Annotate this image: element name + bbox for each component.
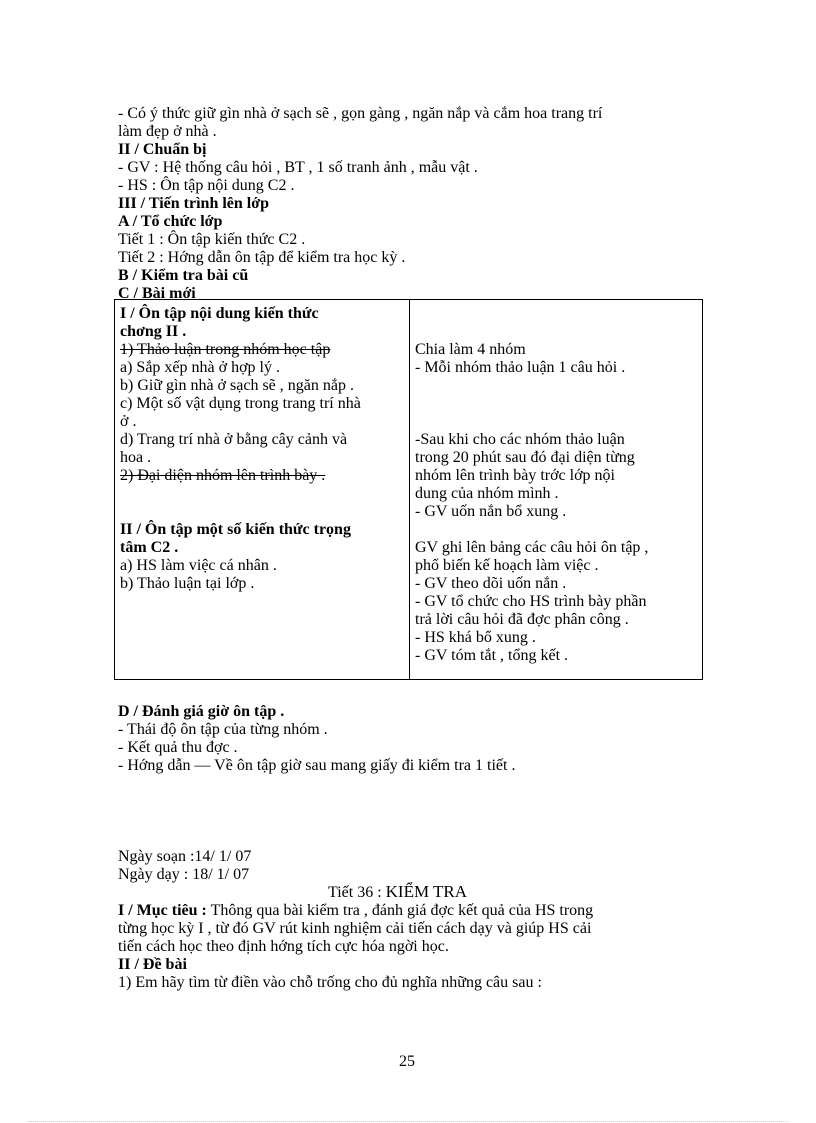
goal-label: I / Mục tiêu : xyxy=(118,902,207,919)
lesson-table xyxy=(114,299,703,680)
intro-line: - Có ý thức giữ gìn nhà ở sạch sẽ , gọn gàng , ngăn nắp và cắm hoa trang trí xyxy=(118,105,603,122)
table-left-item: 2) Đại diện nhóm lên trình bày . xyxy=(120,467,326,484)
table-left-item: hoa . xyxy=(120,449,152,466)
goal-line xyxy=(118,902,593,920)
assessment-heading: D / Đánh giá giờ ôn tập . xyxy=(118,703,285,720)
table-left-item: d) Trang trí nhà ở bằng cây cảnh và xyxy=(120,431,348,448)
tiet2-line: Tiết 2 : Hớng dẫn ôn tập để kiểm tra học kỳ . xyxy=(118,249,406,266)
assessment-item: - Hớng dẫn — Về ôn tập giờ sau mang giấy đi kiểm tra 1 tiết . xyxy=(118,757,516,774)
lesson-title-prefix: Tiết 36 : xyxy=(328,884,386,901)
table-left-item: a) HS làm việc cá nhân . xyxy=(120,557,277,574)
date-taught: Ngày dạy : 18/ 1/ 07 xyxy=(118,866,250,883)
table-right-item: Chia làm 4 nhóm xyxy=(415,341,526,358)
new-lesson-heading: C / Bài mới xyxy=(118,285,196,302)
table-left-heading: chơng II . xyxy=(120,323,187,340)
table-right-item: - Mỗi nhóm thảo luận 1 câu hỏi . xyxy=(415,359,626,376)
exam-question: 1) Em hãy tìm từ điền vào chỗ trống cho đủ nghĩa những câu sau : xyxy=(118,974,542,991)
table-right-item: dung của nhóm mình . xyxy=(415,485,559,502)
table-left-heading: I / Ôn tập nội dung kiến thức xyxy=(120,305,319,322)
check-heading: B / Kiểm tra bài cũ xyxy=(118,267,249,284)
prep-heading: II / Chuẩn bị xyxy=(118,141,207,158)
table-left-item: ở . xyxy=(120,413,137,430)
date-prepared: Ngày soạn :14/ 1/ 07 xyxy=(118,848,252,865)
table-right-item: - GV uốn nắn bổ xung . xyxy=(415,503,567,520)
org-heading: A / Tổ chức lớp xyxy=(118,213,223,230)
table-divider xyxy=(409,300,410,679)
table-right-item: - GV tóm tắt , tổng kết . xyxy=(415,647,569,664)
table-right-item: - HS khá bổ xung . xyxy=(415,629,536,646)
table-right-item: nhóm lên trình bày trớc lớp nội xyxy=(415,467,615,484)
page-number: 25 xyxy=(399,1053,415,1070)
table-right-item: - GV theo dõi uốn nắn . xyxy=(415,575,567,592)
assessment-item: - Thái độ ôn tập của từng nhóm . xyxy=(118,721,328,738)
page-bottom-rule xyxy=(28,1121,788,1122)
table-left-item: b) Giữ gìn nhà ở sạch sẽ , ngăn nắp . xyxy=(120,377,354,394)
table-right-item: - GV tổ chức cho HS trình bày phần xyxy=(415,593,647,610)
process-heading: III / Tiến trình lên lớp xyxy=(118,195,269,212)
prep-gv: - GV : Hệ thống câu hỏi , BT , 1 số tranh ảnh , mẫu vật . xyxy=(118,159,478,176)
table-left-item: 1) Thảo luận trong nhóm học tập xyxy=(120,341,331,358)
lesson-title-main: KIỂM TRA xyxy=(385,882,468,901)
table-left-item: b) Thảo luận tại lớp . xyxy=(120,575,255,592)
table-right-item: -Sau khi cho các nhóm thảo luận xyxy=(415,431,625,448)
table-right-item: GV ghi lên bảng các câu hỏi ôn tập , xyxy=(415,539,649,556)
table-right-item: trả lời câu hỏi đã đợc phân công . xyxy=(415,611,629,628)
intro-line: làm đẹp ở nhà . xyxy=(118,123,217,140)
exam-heading: II / Đề bài xyxy=(118,956,187,973)
table-right-item: trong 20 phút sau đó đại diện từng xyxy=(415,449,635,466)
goal-line: tiến cách học theo định hớng tích cực hóa ngời học. xyxy=(118,938,449,955)
tiet1-line: Tiết 1 : Ôn tập kiến thức C2 . xyxy=(118,231,306,248)
table-left-item: c) Một số vật dụng trong trang trí nhà xyxy=(120,395,361,412)
lesson-title xyxy=(328,883,467,902)
goal-text: Thông qua bài kiểm tra , đánh giá đợc kết quả của HS trong xyxy=(206,902,594,919)
table-left-heading: II / Ôn tập một số kiến thức trọng xyxy=(120,521,351,538)
prep-hs: - HS : Ôn tập nội dung C2 . xyxy=(118,177,295,194)
table-left-heading: tâm C2 . xyxy=(120,539,179,556)
assessment-item: - Kết quả thu đợc . xyxy=(118,739,238,756)
table-right-item: phổ biến kế hoạch làm việc . xyxy=(415,557,599,574)
goal-line: từng học kỳ I , từ đó GV rút kinh nghiệm cải tiến cách dạy và giúp HS cải xyxy=(118,920,592,937)
table-left-item: a) Sắp xếp nhà ở hợp lý . xyxy=(120,359,280,376)
